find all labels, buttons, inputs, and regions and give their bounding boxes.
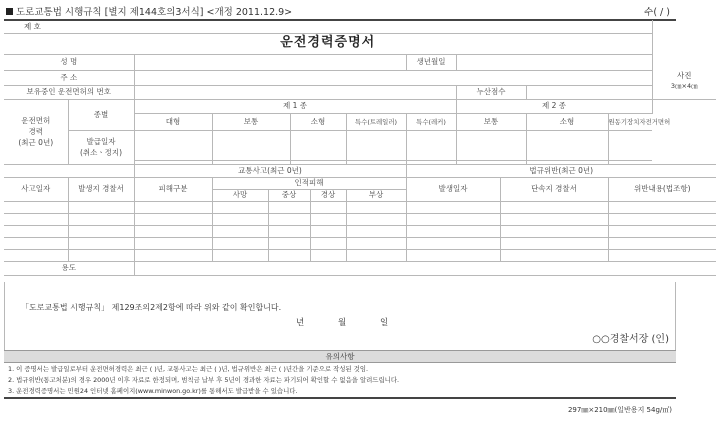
violation-date-header: 발생일자 bbox=[406, 177, 500, 201]
accident-section-label: 교통사고(최근 0년) bbox=[134, 164, 406, 177]
birth-label: 생년월일 bbox=[406, 54, 456, 70]
address-label: 주 소 bbox=[4, 70, 134, 85]
note-item: 1. 이 증명서는 발급일로부터 운전면허경력은 최근 ( )년, 교통사고는 최근 ( )년, 법규위반은 최근 ( )년간을 기준으로 작성된 것임. bbox=[8, 365, 369, 373]
issue-date-label: 발급일자 (취소ㆍ정지) bbox=[68, 130, 134, 164]
page-count: 수( / ) bbox=[644, 7, 670, 18]
note-item: 3. 운전경력증명서는 민원24 인터넷 홈페이지(www.minwon.go.kr)를 통해서도 발급받을 수 있습니다. bbox=[8, 387, 298, 395]
violation-section-label: 법규위반(최근 0년) bbox=[406, 164, 716, 177]
issue-cell[interactable] bbox=[456, 130, 526, 160]
confirmation-area bbox=[4, 282, 676, 350]
accident-station-header: 발생지 경찰서 bbox=[68, 177, 134, 201]
damage-type-header: 피해구분 bbox=[134, 177, 212, 201]
class1-type-small: 소형 bbox=[290, 113, 346, 130]
form-header bbox=[6, 4, 292, 18]
class2-label: 제 2 종 bbox=[456, 99, 652, 113]
confirmation-text: 「도로교통법 시행규칙」 제129조의2제2항에 따라 위와 같이 확인합니다. bbox=[21, 303, 282, 312]
birth-value[interactable] bbox=[456, 54, 652, 70]
class2-type-moped: 원동기장치자전거면허 bbox=[608, 113, 652, 130]
class2-type-normal: 보통 bbox=[456, 113, 526, 130]
license-no-value[interactable] bbox=[134, 85, 456, 99]
class1-label: 제 1 종 bbox=[134, 99, 456, 113]
table-row bbox=[4, 225, 716, 237]
note-item: 2. 법규위반(통고처분)의 경우 2000년 이후 자료로 한정되며, 범칙금 납부 후 5년이 경과한 자료는 파기되어 확인할 수 없음을 알려드립니다. bbox=[8, 376, 400, 384]
form-header-text: 도로교통법 시행규칙 [별지 제144호의3서식] <개정 2011.12.9> bbox=[16, 7, 293, 18]
issue-cell[interactable] bbox=[406, 130, 456, 160]
issue-cell[interactable] bbox=[526, 130, 608, 160]
issue-cell[interactable] bbox=[290, 130, 346, 160]
purpose-value[interactable] bbox=[134, 261, 716, 275]
table-row bbox=[4, 201, 716, 213]
class1-type-wrecker: 특수(레커) bbox=[406, 113, 456, 130]
notes-header: 유의사항 bbox=[4, 350, 676, 363]
notes-list bbox=[4, 364, 676, 399]
photo-label: 사진 bbox=[677, 71, 692, 80]
issue-cell[interactable] bbox=[608, 130, 652, 160]
penalty-points-label: 누산점수 bbox=[456, 85, 526, 99]
violation-content-header: 위반내용(법조항) bbox=[608, 177, 716, 201]
penalty-points-value[interactable] bbox=[526, 85, 652, 99]
class1-type-trailer: 특수(트레일러) bbox=[346, 113, 406, 130]
license-history-label: 운전면허 경력 (최근 0년) bbox=[4, 99, 68, 164]
class2-type-small: 소형 bbox=[526, 113, 608, 130]
name-value[interactable] bbox=[134, 54, 406, 70]
class1-type-large: 대형 bbox=[134, 113, 212, 130]
purpose-label: 용도 bbox=[4, 261, 134, 275]
issue-date-line bbox=[296, 316, 422, 328]
violation-station-header: 단속지 경찰서 bbox=[500, 177, 608, 201]
issue-cell[interactable] bbox=[346, 130, 406, 160]
photo-size: 3㎝×4㎝ bbox=[670, 82, 698, 91]
day-label: 일 bbox=[380, 318, 389, 328]
certificate-form bbox=[4, 20, 716, 276]
accident-date-header: 사고일자 bbox=[4, 177, 68, 201]
square-bullet-icon bbox=[6, 8, 13, 15]
issue-cell[interactable] bbox=[134, 130, 212, 160]
license-no-label: 보유중인 운전면허의 번호 bbox=[4, 85, 134, 99]
name-label: 성 명 bbox=[4, 54, 134, 70]
document-title: 운전경력증명서 bbox=[4, 33, 652, 54]
minor-header: 경상 bbox=[310, 189, 346, 201]
address-value[interactable] bbox=[134, 70, 652, 85]
number-label: 제 호 bbox=[4, 20, 134, 33]
paper-spec: 297㎜×210㎜(일반용지 54g/㎡) bbox=[567, 406, 672, 414]
table-row bbox=[4, 237, 716, 249]
serious-header: 중상 bbox=[268, 189, 310, 201]
type-label: 종별 bbox=[68, 99, 134, 130]
month-label: 월 bbox=[338, 318, 347, 328]
issue-cell[interactable] bbox=[212, 130, 290, 160]
photo-box bbox=[652, 20, 716, 99]
class1-type-normal: 보통 bbox=[212, 113, 290, 130]
table-row bbox=[4, 249, 716, 261]
injury-header: 부상 bbox=[346, 189, 406, 201]
human-damage-header: 인적피해 bbox=[212, 177, 406, 189]
signature-line: ○○경찰서장 (인) bbox=[592, 334, 669, 345]
table-row bbox=[4, 213, 716, 225]
year-label: 년 bbox=[296, 318, 305, 328]
death-header: 사망 bbox=[212, 189, 268, 201]
